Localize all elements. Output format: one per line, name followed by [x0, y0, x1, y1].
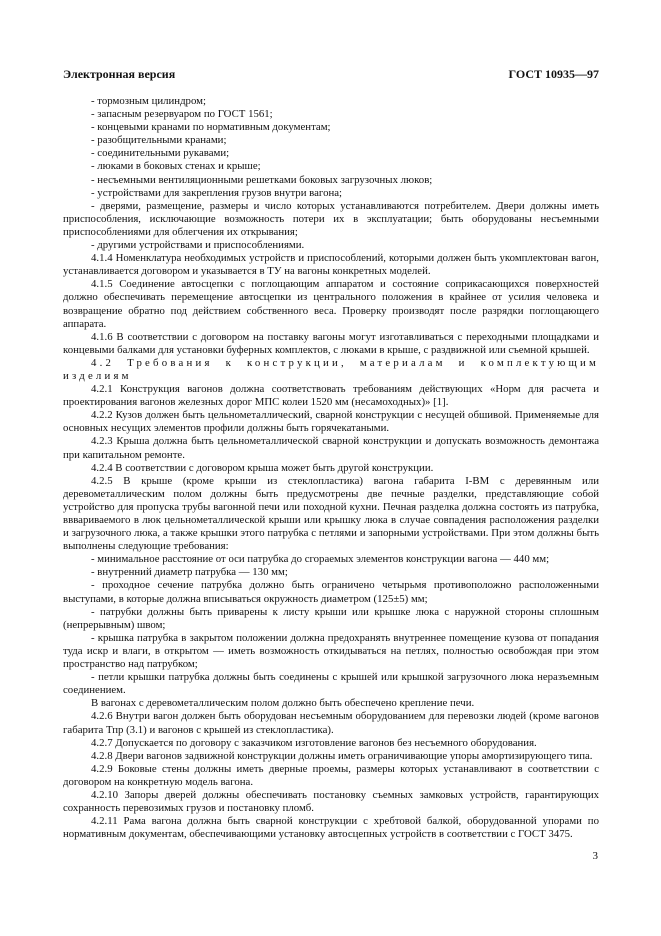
paragraph: 4.2.3 Крыша должна быть цельнометаллической сварной конструкции и допускать возможность демонтажа при капитальном ремонте. [63, 435, 599, 461]
list-item: - петли крышки патрубка должны быть соединены с крышей или крышкой загрузочного люка неразъемным соединением. [63, 671, 599, 697]
list-item: - разобщительными кранами; [91, 134, 227, 147]
header-right: ГОСТ 10935—97 [508, 67, 599, 81]
page-header [63, 67, 599, 83]
page-number: 3 [592, 850, 598, 862]
list-item: - люками в боковых стенах и крыше; [91, 160, 261, 173]
list-item: - тормозным цилиндром; [91, 95, 206, 107]
list-item: - дверями, размещение, размеры и число которых устанавливаются потребителем. Двери должны иметь приспособления, исключающие возможность потери их в эксплуатации; быть оборудованы несъемными приспособлениями для облегчения их открывания; [63, 199, 599, 238]
paragraph: 4.2.7 Допускается по договору с заказчиком изготовление вагонов без несъемного оборудования. [91, 736, 537, 749]
header-left: Электронная версия [63, 67, 176, 81]
list-item: - несъемными вентиляционными решетками боковых загрузочных люков; [91, 173, 433, 186]
paragraph: 4.1.4 Номенклатура необходимых устройств и приспособлений, которыми должен быть укомплектован вагон, устанавливается договором и указывается в ТУ на вагоны конкретных моделей. [63, 252, 599, 278]
list-item: - другими устройствами и приспособлениями. [91, 239, 305, 252]
paragraph: В вагонах с деревометаллическим полом должно быть обеспечено крепление печи. [91, 697, 475, 710]
paragraph: 4.2.1 Конструкция вагонов должна соответствовать требованиям действующих «Норм для расчета и проектирования вагонов железных дорог МПС колеи 1520 мм (несамоходных)» [1]. [63, 383, 599, 409]
list-item: - устройствами для закрепления грузов внутри вагона; [91, 186, 343, 199]
document-body [63, 95, 599, 841]
paragraph: 4.2 Требования к конструкции, материалам и комплектующим изделиям [63, 356, 599, 382]
paragraph: 4.2.10 Запоры дверей должны обеспечивать постановку съемных замковых устройств, гарантирующих сохранность перевозимых грузов и постановку пломб. [63, 788, 599, 815]
list-item: - внутренний диаметр патрубка — 130 мм; [91, 566, 288, 579]
list-item: - патрубки должны быть приварены к листу крыши или крышке люка с наружной стороны сплошным (непрерывным) швом; [63, 605, 599, 631]
paragraph: 4.2.2 Кузов должен быть цельнометаллический, сварной конструкции с несущей обшивой. Применяемые для основных несущих элементов профили должны быть горячекатаными. [63, 409, 599, 435]
paragraph: 4.1.5 Соединение автосцепки с поглощающим аппаратом и состояние соприкасающихся поверхностей должно обеспечивать перемещение автосцепки из центрального положения в крайнее от усилия человека и возвращение обратно под действием собственного веса. Проверку производят после разрядки поглощающего аппарата. [63, 278, 599, 330]
paragraph: 4.2.11 Рама вагона должна быть сварной конструкции с хребтовой балкой, оборудованной упорами по нормативным документам, обеспечивающими установку автосцепных устройств в соответствии с ГОСТ 3475. [63, 815, 599, 841]
list-item: - запасным резервуаром по ГОСТ 1561; [91, 108, 273, 121]
list-item: - минимальное расстояние от оси патрубка до сгораемых элементов конструкции вагона — 440 мм; [91, 553, 550, 566]
list-item: - соединительными рукавами; [91, 147, 230, 160]
list-item: - проходное сечение патрубка должно быть ограничено четырьмя противоположно расположенными выступами, в которые должна вписываться окружность диаметром (125±5) мм; [63, 579, 599, 605]
list-item: - концевыми кранами по нормативным документам; [91, 121, 331, 134]
paragraph: 4.2.6 Внутри вагон должен быть оборудован несъемным оборудованием для перевозки людей (кроме вагонов габарита Тпр (3.1) и вагонов с крышей из стеклопластика). [63, 710, 599, 736]
paragraph: 4.2.8 Двери вагонов задвижной конструкции должны иметь ограничивающие упоры амортизирующего типа. [91, 749, 593, 762]
paragraph: 4.1.6 В соответствии с договором на поставку вагоны могут изготавливаться с переходными площадками и концевыми балками для установки буферных комплектов, с люками в крыше, с раздвижной или съемной крышей. [63, 330, 599, 356]
paragraph: 4.2.4 В соответствии с договором крыша может быть другой конструкции. [91, 461, 434, 474]
paragraph: 4.2.5 В крыше (кроме крыши из стеклопластика) вагона габарита I-ВМ с деревянным или деревометаллическим полом должны быть предусмотрены две печные разделки, представляющие собой устройство для пропуска трубы вагонной печи или походной кухни. Печная разделка должна состоять из патрубка, вввариваемого в люк цельнометаллической крыши или крышку люка в случае совпадения расположения разделки и загрузочного люка, а также крышки этого патрубка с петлями и запорными устройствами. При этом должны быть выполнены следующие требования: [63, 474, 599, 553]
paragraph: 4.2.9 Боковые стены должны иметь дверные проемы, размеры которых устанавливают в соответствии с договором на конкретную модель вагона. [63, 762, 599, 788]
list-item: - крышка патрубка в закрытом положении должна предохранять внутреннее помещение кузова от попадания туда искр и влаги, в открытом — иметь возможность откидываться на петлях, полностью освобождая при этом пространство над патрубком; [63, 631, 599, 671]
